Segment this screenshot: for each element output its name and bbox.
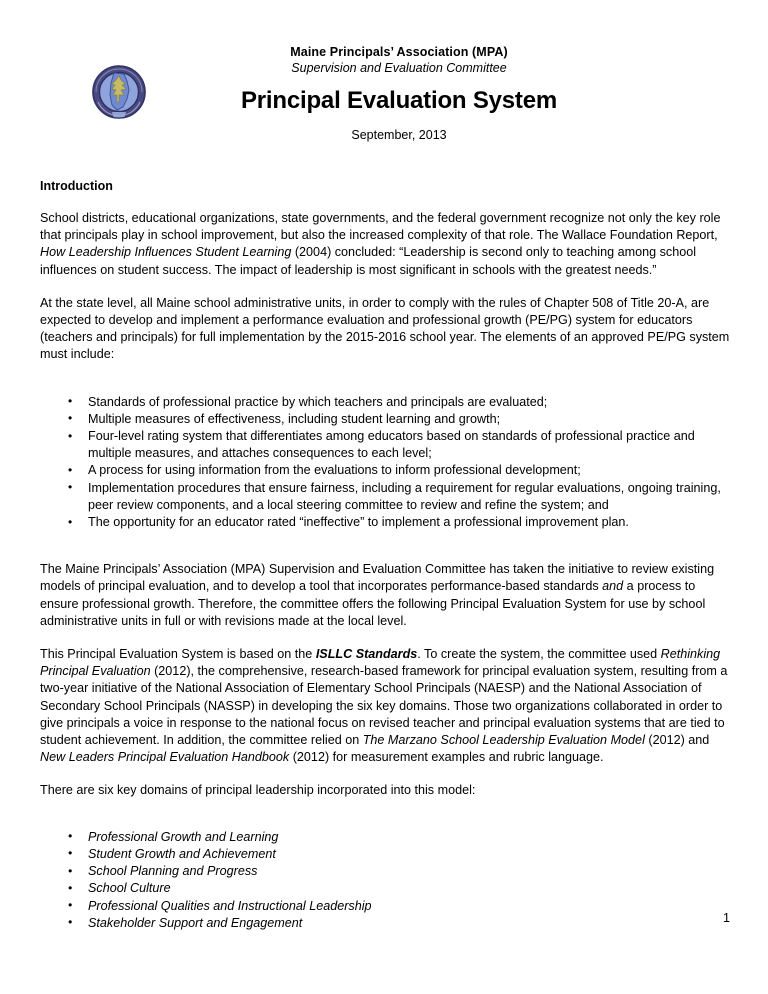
- paragraph-1-text-b: (2004) concluded: “Leadership is second only to teaching among school influences on student success. The impact of leadership is most significant in schools with the greatest needs.”: [40, 245, 697, 277]
- document-body: [0, 156, 768, 932]
- list-item: • Professional Growth and Learning: [40, 829, 730, 846]
- isllc-standards-emphasis: ISLLC Standards: [315, 647, 418, 662]
- spacer: [40, 815, 730, 829]
- spacer: [40, 547, 730, 561]
- list-item: • Standards of professional practice by which teachers and principals are evaluated;: [40, 394, 730, 411]
- requirements-list: [40, 394, 730, 532]
- paragraph-1-text-a: School districts, educational organizations, state governments, and the federal government recognize not only the key role that principals play in school improvement, but also the increased complexity of that role. The Wallace Foundation Report,: [40, 211, 721, 243]
- list-item: • The opportunity for an educator rated “ineffective” to implement a professional improvement plan.: [40, 514, 730, 531]
- report-title-italic: How Leadership Influences Student Learning: [40, 245, 292, 260]
- paragraph-state-level: At the state level, all Maine school administrative units, in order to comply with the rules of Chapter 508 of Title 20-A, are expected to develop and implement a performance evaluation and professional growth (PE/PG) system for educators (teachers and principals) for full implementation by the 2015-2016 school year. The elements of an approved PE/PG system must include:: [40, 295, 730, 362]
- paragraph-isllc-standards: [40, 646, 730, 766]
- list-item: • School Culture: [40, 880, 730, 897]
- page-number: 1: [723, 911, 730, 925]
- paragraph-wallace-report: [40, 210, 730, 279]
- emphasis-and: and: [602, 579, 624, 594]
- list-item: • Student Growth and Achievement: [40, 846, 730, 863]
- rethinking-title-italic: Rethinking Principal Evaluation: [40, 647, 721, 679]
- page-title: Principal Evaluation System: [240, 87, 558, 114]
- paragraph-4-text-d: (2012) and: [644, 733, 710, 748]
- paragraph-4-text-e: (2012) for measurement examples and rubric language.: [289, 750, 604, 765]
- paragraph-six-domains-intro: There are six key domains of principal leadership incorporated into this model:: [40, 783, 476, 798]
- organization-name: Maine Principals’ Association (MPA): [290, 45, 508, 59]
- paragraph-4-text-b: . To create the system, the committee used: [417, 647, 661, 662]
- paragraph-4-text-c: (2012), the comprehensive, research-based framework for principal evaluation system, resulting from a two-year initiative of the National Association of Elementary School Principals (NAESP) and the National Association of Secondary School Principals (NASSP) in developing the six key domains. Those two organizations collaborated in order to give principals a voice in response to the national focus on revised teacher and principal evaluation systems that are tied to student achievement. In addition, the committee relied on: [40, 664, 728, 748]
- paragraph-mpa-committee: [40, 561, 730, 630]
- list-item: • Implementation procedures that ensure fairness, including a requirement for regular evaluations, ongoing training, peer review components, and a local steering committee to review and refine the system; and: [40, 480, 730, 514]
- list-item: • A process for using information from the evaluations to inform professional development;: [40, 462, 730, 479]
- list-item: • Stakeholder Support and Engagement: [40, 915, 730, 932]
- marzano-title-italic: The Marzano School Leadership Evaluation Model: [362, 733, 645, 748]
- document-header: [0, 0, 768, 156]
- paragraph-3-text-b: a process to ensure professional growth. Therefore, the committee offers the following Principal Evaluation System for use by school administrative units in full or with revisions made at the local level.: [40, 579, 706, 628]
- paragraph-4-text-a: This Principal Evaluation System is based on the: [40, 647, 316, 662]
- list-item: • Professional Qualities and Instructional Leadership: [40, 898, 730, 915]
- document-date: September, 2013: [351, 128, 447, 142]
- list-item: • School Planning and Progress: [40, 863, 730, 880]
- spacer: [40, 380, 730, 394]
- introduction-heading: Introduction: [40, 179, 113, 193]
- committee-name: Supervision and Evaluation Committee: [291, 61, 507, 75]
- new-leaders-title-italic: New Leaders Principal Evaluation Handbook: [40, 750, 290, 765]
- paragraph-3-text-a: The Maine Principals’ Association (MPA) Supervision and Evaluation Committee has taken the initiative to review existing models of principal evaluation, and to develop a tool that incorporates performance-based standards: [40, 562, 715, 594]
- list-item: • Four-level rating system that differentiates among educators based on standards of professional practice and multiple measures, and attaches consequences to each level;: [40, 428, 730, 462]
- mpa-seal-icon: [88, 62, 150, 124]
- list-item: • Multiple measures of effectiveness, including student learning and growth;: [40, 411, 730, 428]
